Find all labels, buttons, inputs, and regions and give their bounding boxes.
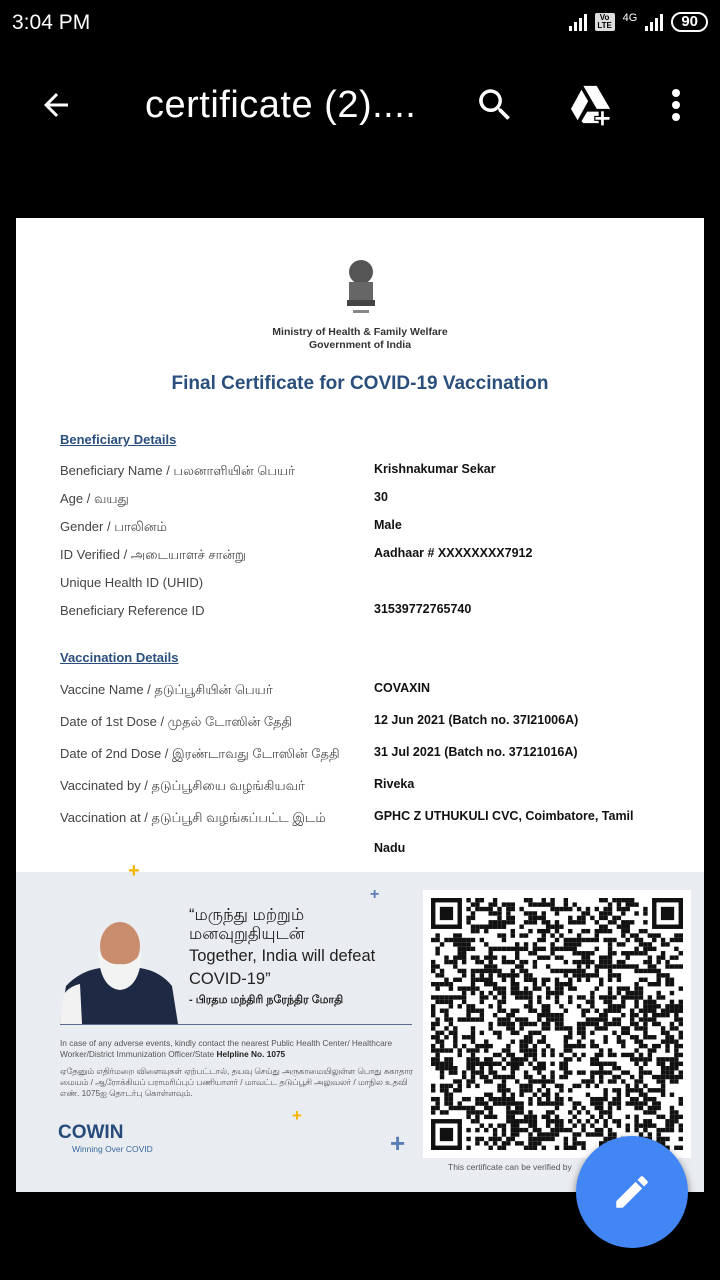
government-name: Government of India <box>308 339 412 351</box>
field-label: ID Verified / அடையாளச் சான்று <box>60 547 246 562</box>
field-label: Vaccinated by / தடுப்பூசியை வழங்கியவர் <box>60 778 305 793</box>
status-bar <box>0 0 720 48</box>
helpline: Helpline No. 1075 <box>216 1049 286 1059</box>
plus-decoration-icon: + <box>370 886 380 903</box>
quote-english-line-2: COVID-19” <box>189 970 271 988</box>
plus-decoration-icon: + <box>128 860 140 882</box>
pdf-page[interactable] <box>16 218 704 1192</box>
field-value: GPHC Z UTHUKULI CVC, Coimbatore, Tamil <box>374 809 634 823</box>
quote <box>189 906 375 989</box>
cowin-logo: COWIN <box>58 1122 124 1143</box>
ministry-name: Ministry of Health & Family Welfare <box>272 326 448 338</box>
field-label: Vaccination at / தடுப்பூசி வழங்கப்பட்ட இடம் <box>60 810 326 825</box>
field-value: Aadhaar # XXXXXXXX7912 <box>374 546 533 560</box>
drive-add-icon <box>568 84 614 126</box>
adverse-events-notice-tamil: ஏதேனும் எதிர்மறை விளைவுகள் ஏற்பட்டால், தயவு செய்து அருகாமையிலுள்ள பொது சுகாதார மையம் / ஆரோக்கியப் பராமரிப்புப் பணியாளர் / மாவட்ட தடுப்பூசி அலுவலர் / மாநில உதவி எண். 1075ஐ தொடர்பு கொள்ளவும். <box>60 1066 413 1098</box>
field-label: Beneficiary Reference ID <box>60 603 205 618</box>
quote-tamil-line-2: மனவுறுதியுடன் <box>189 925 305 943</box>
search-icon <box>474 84 516 126</box>
field-value: 30 <box>374 490 388 504</box>
field-value: Krishnakumar Sekar <box>374 462 496 476</box>
quote-tamil-line-1: “மருந்து மற்றும் <box>189 906 305 924</box>
plus-decoration-icon: + <box>292 1106 302 1125</box>
more-vert-icon <box>670 87 682 123</box>
notice-english: In case of any adverse events, kindly contact the nearest Public Health Center/ Healthcare Worker/District Immunization Officer/State <box>60 1038 393 1059</box>
field-value: COVAXIN <box>374 681 431 695</box>
field-value: 31 Jul 2021 (Batch no. 37121016A) <box>374 745 578 759</box>
field-label: Beneficiary Name / பலனாளியின் பெயர் <box>60 463 295 478</box>
document-title: certificate (2).... <box>145 84 417 126</box>
verify-caption: This certificate can be verified by <box>448 1162 572 1172</box>
national-emblem-icon <box>342 258 380 316</box>
field-value: Nadu <box>374 841 406 855</box>
vaccination-heading: Vaccination Details <box>60 650 179 665</box>
field-value: Riveka <box>374 777 415 791</box>
edit-button[interactable] <box>576 1136 688 1248</box>
divider <box>60 1024 412 1025</box>
field-value: Male <box>374 518 402 532</box>
prime-minister-photo <box>60 916 178 1024</box>
edit-pencil-icon <box>611 1171 653 1213</box>
field-label: Date of 2nd Dose / இரண்டாவது டோஸின் தேதி <box>60 746 340 761</box>
battery-icon: 90 <box>671 12 708 32</box>
status-icons <box>569 12 708 32</box>
volte-icon: Vo LTE <box>595 13 615 31</box>
back-arrow-icon <box>38 87 74 123</box>
status-time: 3:04 PM <box>12 11 91 34</box>
quote-english-line-1: Together, India will defeat <box>189 947 376 965</box>
more-options-button[interactable] <box>651 80 701 130</box>
certificate-title: Final Certificate for COVID-19 Vaccination <box>171 373 549 394</box>
field-label: Unique Health ID (UHID) <box>60 575 204 590</box>
field-value: 12 Jun 2021 (Batch no. 37I21006A) <box>374 713 579 727</box>
field-label: Gender / பாலினம் <box>60 519 167 534</box>
add-to-drive-button[interactable] <box>566 80 616 130</box>
network-type: 4G <box>622 12 638 24</box>
field-label: Vaccine Name / தடுப்பூசியின் பெயர் <box>60 682 273 697</box>
verification-qr-code <box>423 890 691 1158</box>
app-toolbar <box>0 60 720 150</box>
signal-icon-2 <box>645 13 663 31</box>
signal-icon <box>569 13 587 31</box>
field-label: Age / வயது <box>60 491 129 506</box>
field-value: 31539772765740 <box>374 602 472 616</box>
plus-decoration-icon: + <box>390 1128 406 1158</box>
search-button[interactable] <box>470 80 520 130</box>
adverse-events-notice <box>60 1038 420 1060</box>
beneficiary-heading: Beneficiary Details <box>60 432 177 447</box>
quote-attribution: - பிரதம மந்திரி நரேந்திர மோதி <box>189 994 344 1006</box>
back-button[interactable] <box>31 80 81 130</box>
cowin-tagline: Winning Over COVID <box>72 1144 153 1154</box>
field-label: Date of 1st Dose / முதல் டோஸின் தேதி <box>60 714 293 729</box>
